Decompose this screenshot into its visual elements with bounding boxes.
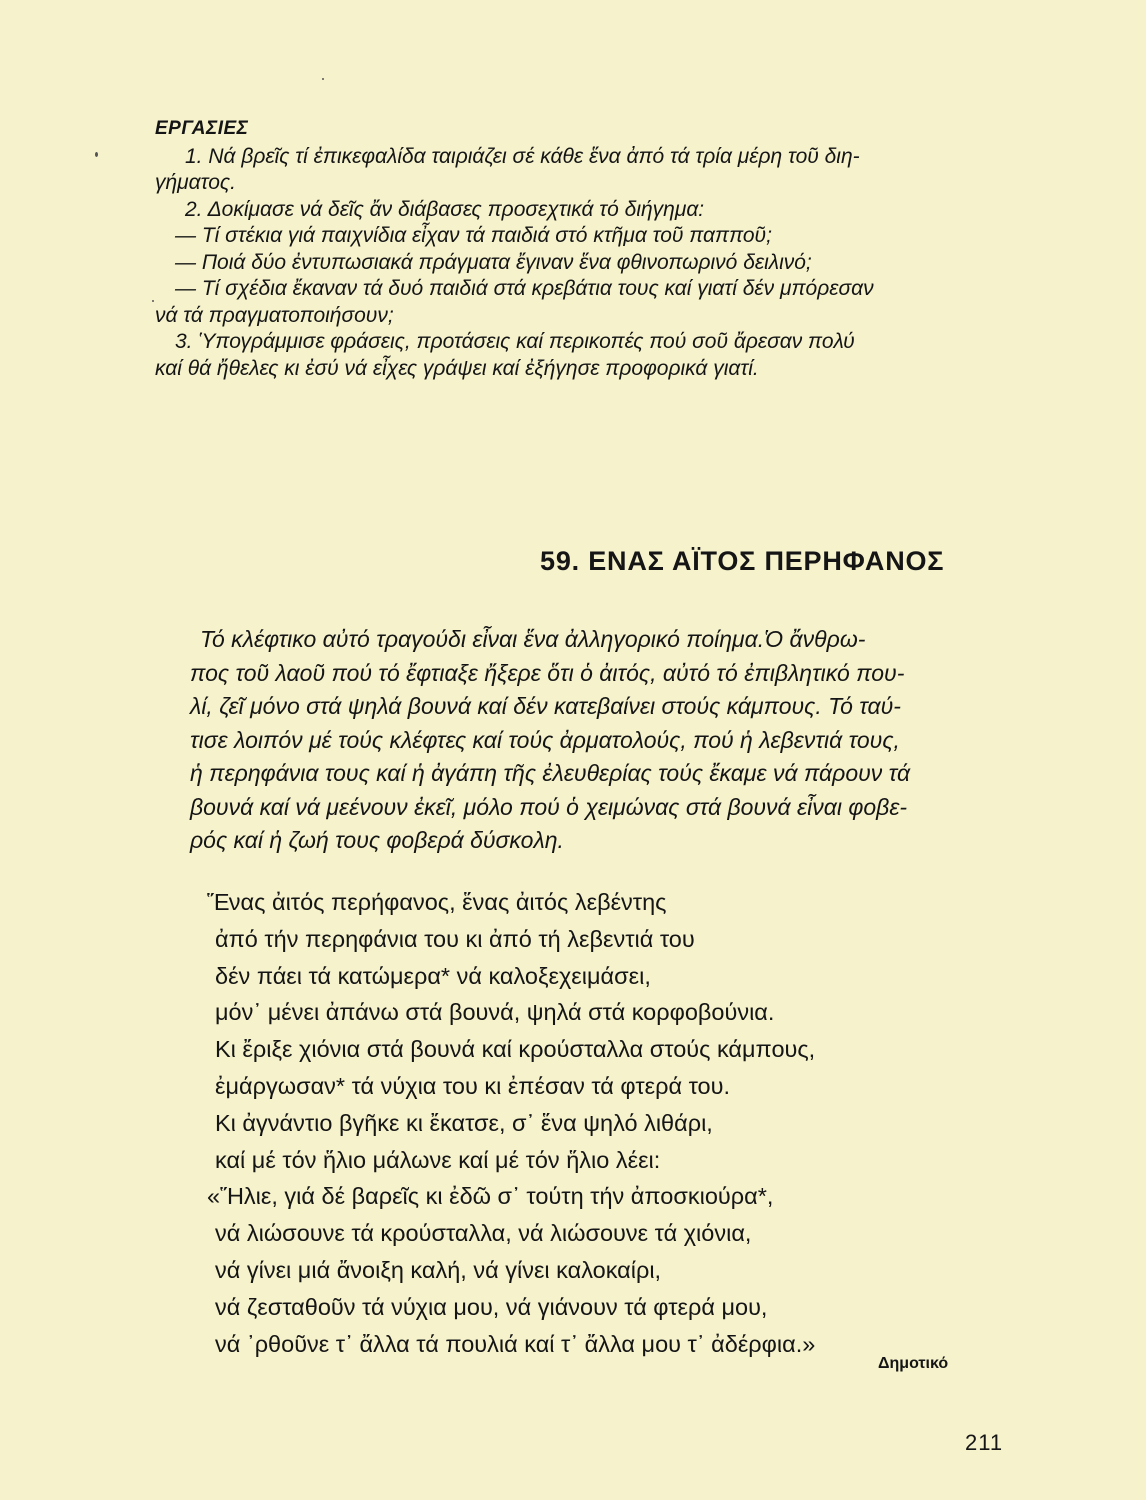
exercise-line: γήματος.	[155, 171, 236, 194]
intro-line: πος τοῦ λαοῦ πού τό ἔφτιαξε ἤξερε ὅτι ὁ ἀιτός, αὐτό τό ἐπιβλητικό που-	[190, 659, 905, 686]
exercise-line: — Ποιά δύο ἐντυπωσιακά πράγματα ἔγιναν ἕνα φθινοπωρινό δειλινό;	[175, 250, 812, 274]
intro-line: λί, ζεῖ μόνο στά ψηλά βουνά καί δέν κατεβαίνει στούς κάμπους. Τό ταύ-	[190, 693, 901, 719]
poem-body	[207, 884, 1015, 1362]
intro-line: Τό κλέφτικο αὐτό τραγούδι εἶναι ἕνα ἀλληγορικό ποίημα.Ὁ ἄνθρω-	[200, 626, 866, 652]
poem-source: Δημοτικό	[878, 1355, 949, 1372]
poem-line: Κι ἔριξε χιόνια στά βουνά καί κρούσταλλα στούς κάμπους,	[215, 1036, 816, 1063]
print-speck	[95, 152, 98, 157]
intro-paragraph	[190, 623, 1010, 858]
print-speck	[322, 78, 324, 80]
poem-line: ἀπό τήν περηφάνια του κι ἀπό τή λεβεντιά του	[215, 925, 695, 952]
exercises-heading: ΕΡΓΑΣΙΕΣ	[155, 118, 249, 139]
exercise-line: 1. Νά βρεῖς τί ἐπικεφαλίδα ταιριάζει σέ κάθε ἕνα ἀπό τά τρία μέρη τοῦ διη-	[185, 144, 860, 168]
exercise-line: — Τί σχέδια ἔκαναν τά δυό παιδιά στά κρεβάτια τους καί γιατί δέν μπόρεσαν	[175, 277, 874, 300]
poem-line: νά ζεσταθοῦν τά νύχια μου, νά γιάνουν τά φτερά μου,	[215, 1293, 768, 1320]
exercise-line: καί θά ἤθελες κι ἐσύ νά εἶχες γράψει καί ἐξήγησε προφορικά γιατί.	[155, 356, 759, 380]
poem-line: «Ἥλιε, γιά δέ βαρεῖς κι ἐδῶ σ᾽ τούτη τήν ἀποσκιούρα*,	[207, 1183, 774, 1210]
poem-line: νά λιώσουνε τά κρούσταλλα, νά λιώσουνε τά χιόνια,	[215, 1220, 752, 1247]
poem-line: Ἕνας ἀιτός περήφανος, ἕνας ἀιτός λεβέντης	[207, 889, 667, 915]
intro-line: βουνά καί νά μεένουν ἐκεῖ, μόλο πού ὁ χειμώνας στά βουνά εἶναι φοβε-	[190, 793, 908, 820]
poem-title: 59. ΕΝΑΣ ΑΪΤΟΣ ΠΕΡΗΦΑΝΟΣ	[540, 546, 945, 576]
exercise-line: νά τά πραγματοποιήσουν;	[155, 303, 394, 327]
intro-line: τισε λοιπόν μέ τούς κλέφτες καί τούς ἀρματολούς, πού ἡ λεβεντιά τους,	[190, 726, 900, 753]
exercise-line: — Τί στέκια γιά παιχνίδια εἶχαν τά παιδιά στό κτῆμα τοῦ παπποῦ;	[175, 224, 772, 247]
poem-line: ἐμάργωσαν* τά νύχια του κι ἐπέσαν τά φτερά του.	[215, 1072, 730, 1099]
page-number: 211	[965, 1430, 1004, 1455]
exercise-line: 3. Ὑπογράμμισε φράσεις, προτάσεις καί περικοπές πού σοῦ ἄρεσαν πολύ	[175, 330, 855, 353]
exercise-line: 2. Δοκίμασε νά δεῖς ἄν διάβασες προσεχτικά τό διήγημα:	[185, 197, 705, 221]
poem-line: δέν πάει τά κατώμερα* νά καλοξεχειμάσει,	[215, 962, 651, 989]
poem-line: μόν᾽ μένει ἀπάνω στά βουνά, ψηλά στά κορφοβούνια.	[215, 999, 775, 1026]
intro-line: ρός καί ἡ ζωή τους φοβερά δύσκολη.	[190, 827, 564, 853]
poem-line: καί μέ τόν ἥλιο μάλωνε καί μέ τόν ἥλιο λέει:	[215, 1146, 661, 1173]
intro-line: ἡ περηφάνια τους καί ἡ ἀγάπη τῆς ἐλευθερίας τούς ἔκαμε νά πάρουν τά	[190, 760, 911, 786]
poem-line: Κι ἀγνάντιο βγῆκε κι ἔκατσε, σ᾽ ἕνα ψηλό λιθάρι,	[215, 1109, 713, 1136]
exercises-section	[155, 116, 1005, 382]
poem-line: νά ᾽ρθοῦνε τ᾽ ἄλλα τά πουλιά καί τ᾽ ἄλλα μου τ᾽ ἀδέρφια.»	[215, 1330, 816, 1357]
print-speck	[152, 300, 154, 302]
poem-line: νά γίνει μιά ἄνοιξη καλή, νά γίνει καλοκαίρι,	[215, 1256, 662, 1283]
